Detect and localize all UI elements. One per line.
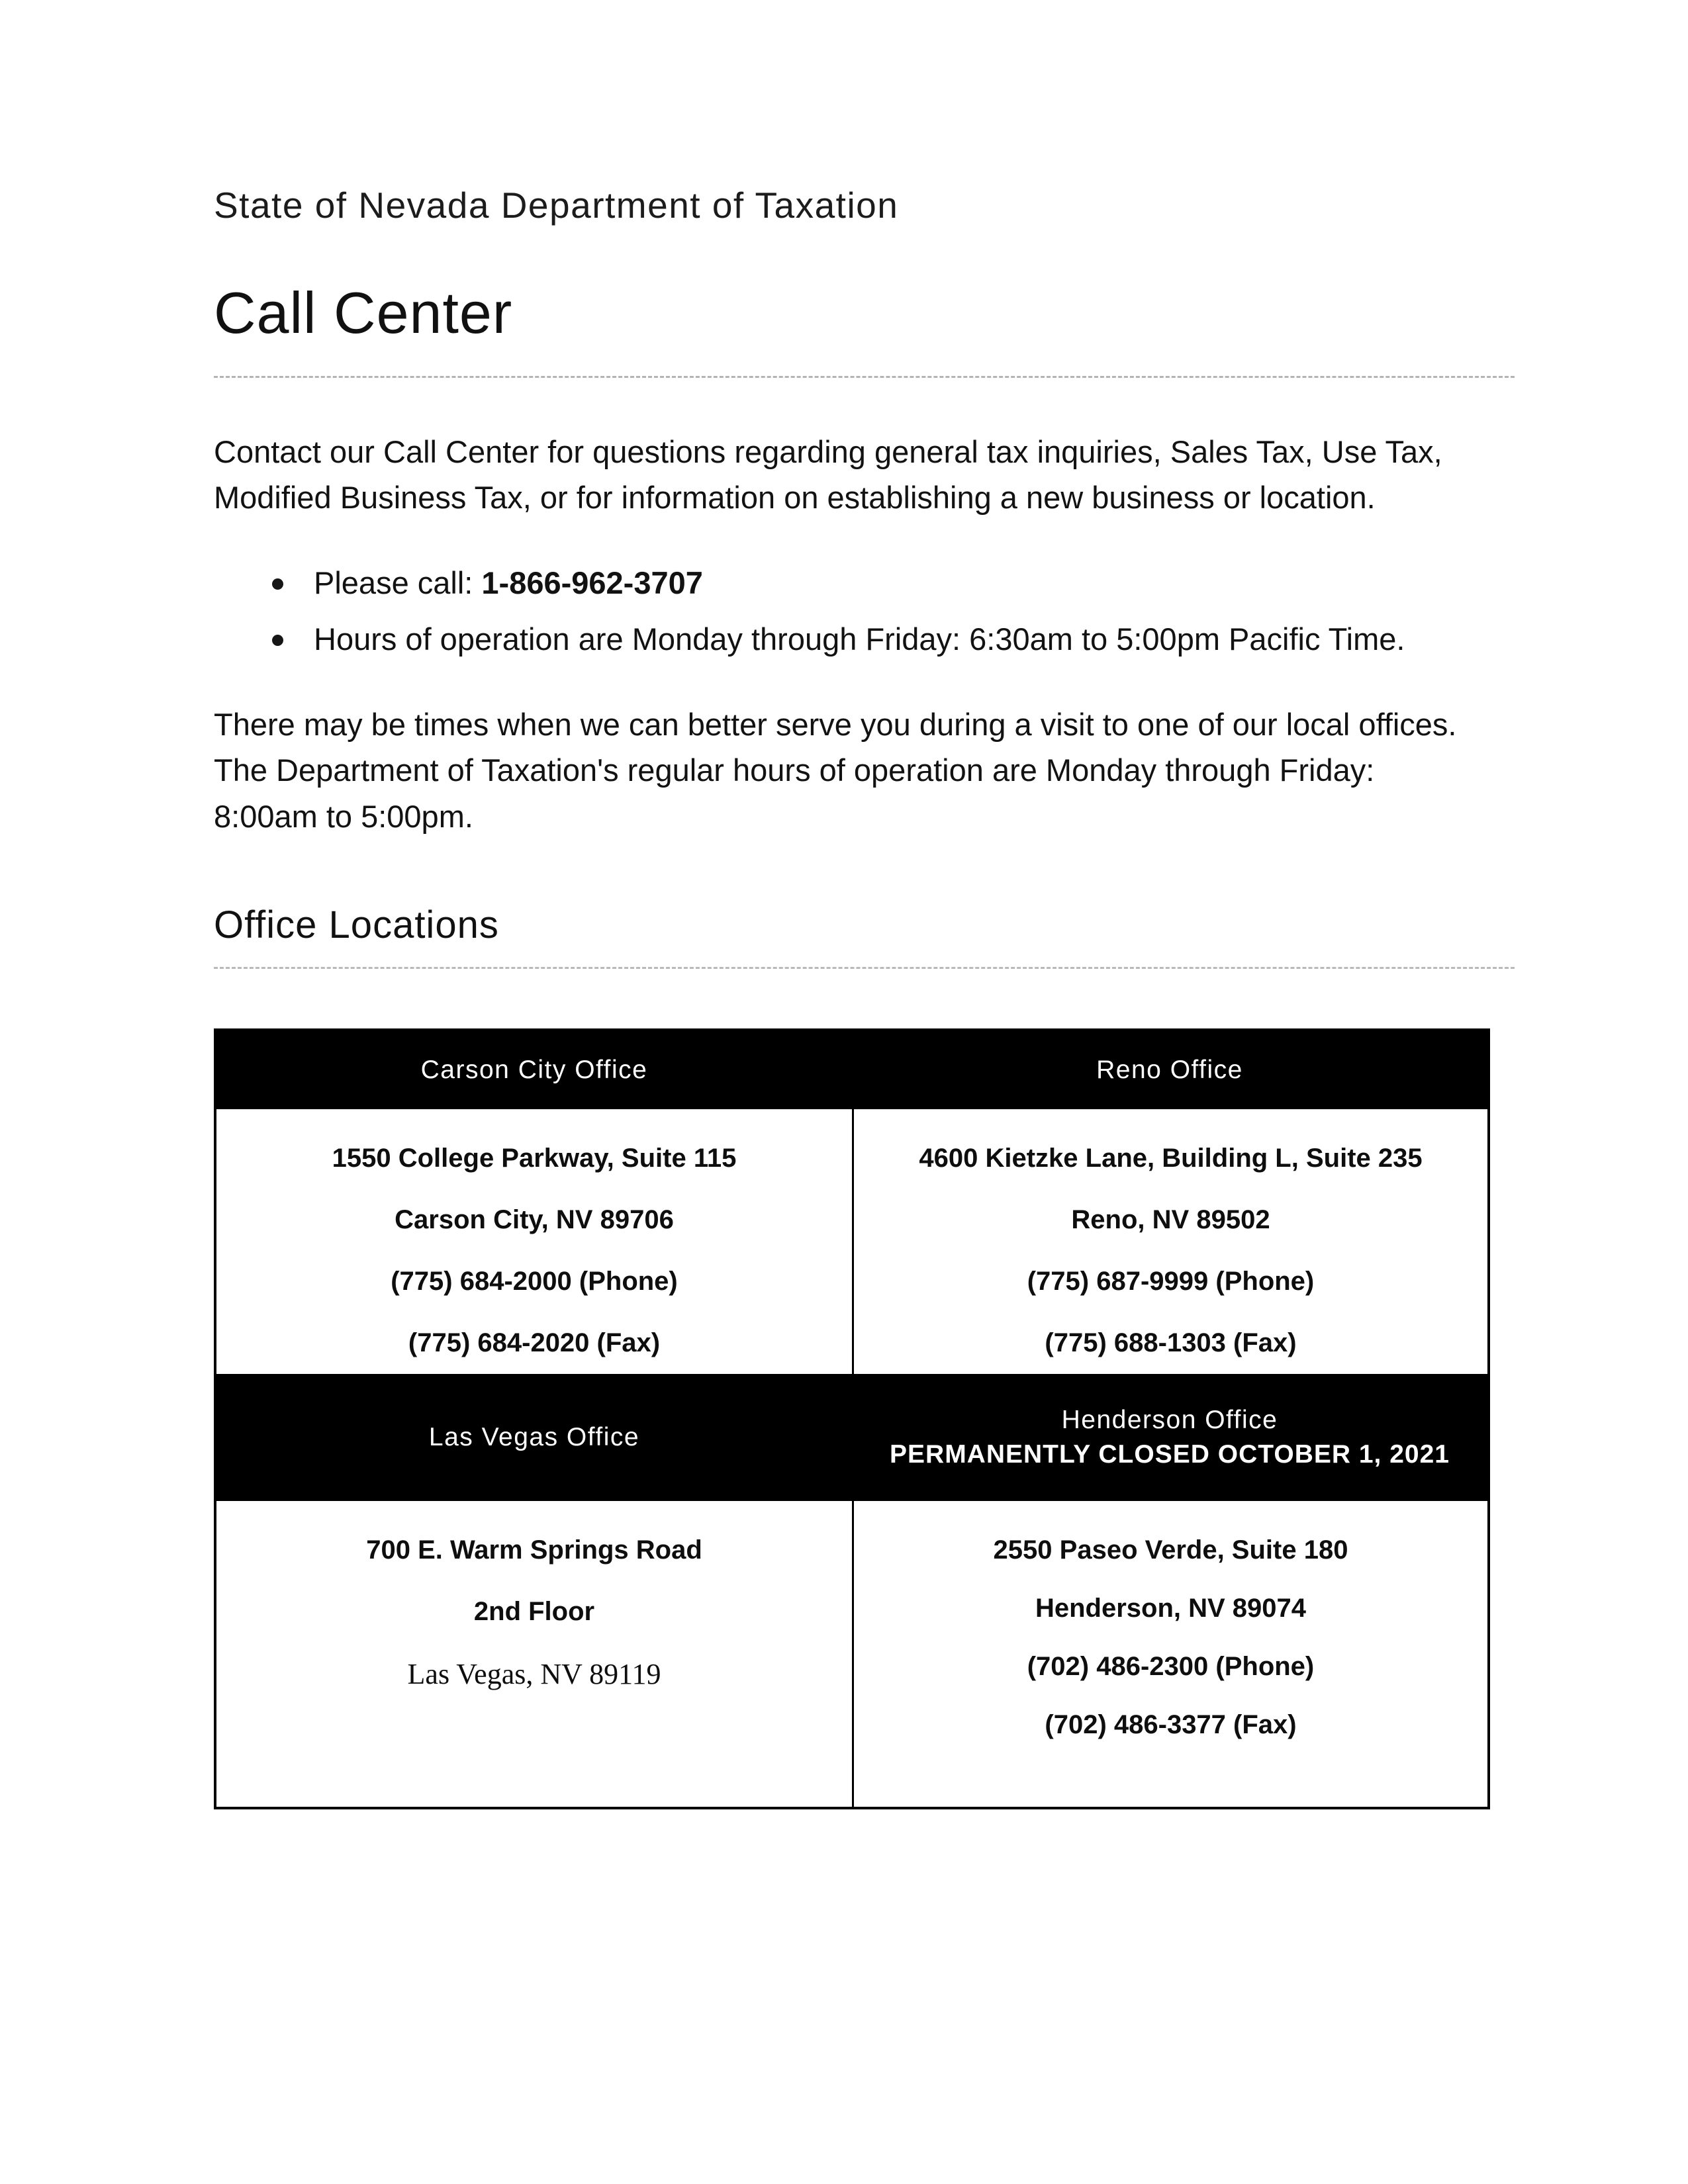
address-line: 2550 Paseo Verde, Suite 180 (993, 1535, 1348, 1565)
henderson-closed-notice: PERMANENTLY CLOSED OCTOBER 1, 2021 (890, 1440, 1450, 1469)
las-vegas-office-address (216, 1501, 852, 1807)
reno-office-address (852, 1109, 1487, 1374)
section-title: Office Locations (214, 903, 499, 947)
address-line: 4600 Kietzke Lane, Building L, Suite 235 (919, 1144, 1423, 1173)
address-line: 1550 College Parkway, Suite 115 (332, 1144, 737, 1173)
address-line: Las Vegas, NV 89119 (407, 1658, 661, 1691)
address-line: (775) 688-1303 (Fax) (1045, 1328, 1297, 1358)
address-line: (775) 684-2020 (Fax) (408, 1328, 661, 1358)
bullet-item-hours (272, 617, 1515, 662)
address-line: 2nd Floor (473, 1597, 595, 1627)
bullet-icon (272, 578, 283, 590)
address-line: Henderson, NV 89074 (1035, 1594, 1307, 1623)
department-pretitle: State of Nevada Department of Taxation (214, 185, 899, 226)
address-line: (775) 684-2000 (Phone) (391, 1267, 678, 1297)
bullet-icon (272, 635, 283, 646)
phone-prefix: Please call: (314, 565, 482, 601)
carson-city-office-address (216, 1109, 852, 1374)
reno-office-header: Reno Office (852, 1031, 1487, 1109)
hours-text: Hours of operation are Monday through Friday: 6:30am to 5:00pm Pacific Time. (314, 621, 1405, 657)
address-line: (775) 687-9999 (Phone) (1027, 1267, 1315, 1297)
henderson-office-address (852, 1501, 1487, 1807)
page-title: Call Center (214, 280, 513, 345)
carson-city-office-header: Carson City Office (216, 1031, 852, 1109)
local-offices-paragraph: There may be times when we can better serve you during a visit to one of our local offices. The Department of Taxation's regular hours of operation are Monday through Friday: 8:00am to 5:00pm. (214, 706, 1457, 834)
henderson-office-header (852, 1374, 1487, 1501)
title-underline (214, 279, 1515, 378)
intro-paragraph: Contact our Call Center for questions regarding general tax inquiries, Sales Tax, Use Tax, Modified Business Tax, or for information on establishing a new business or location. (214, 434, 1442, 515)
office-locations-table (214, 1028, 1490, 1809)
section-title-underline (214, 903, 1515, 969)
address-line: Carson City, NV 89706 (395, 1205, 674, 1235)
address-line: Reno, NV 89502 (1071, 1205, 1270, 1235)
bullet-list (272, 561, 1515, 661)
bullet-item-phone (272, 561, 1515, 606)
las-vegas-office-header: Las Vegas Office (216, 1374, 852, 1501)
address-line: (702) 486-3377 (Fax) (1045, 1710, 1297, 1740)
address-line: 700 E. Warm Springs Road (366, 1535, 702, 1565)
phone-number: 1-866-962-3707 (481, 565, 703, 601)
phone-line (314, 561, 703, 606)
henderson-office-title: Henderson Office (1061, 1405, 1278, 1434)
address-line: (702) 486-2300 (Phone) (1027, 1652, 1315, 1682)
